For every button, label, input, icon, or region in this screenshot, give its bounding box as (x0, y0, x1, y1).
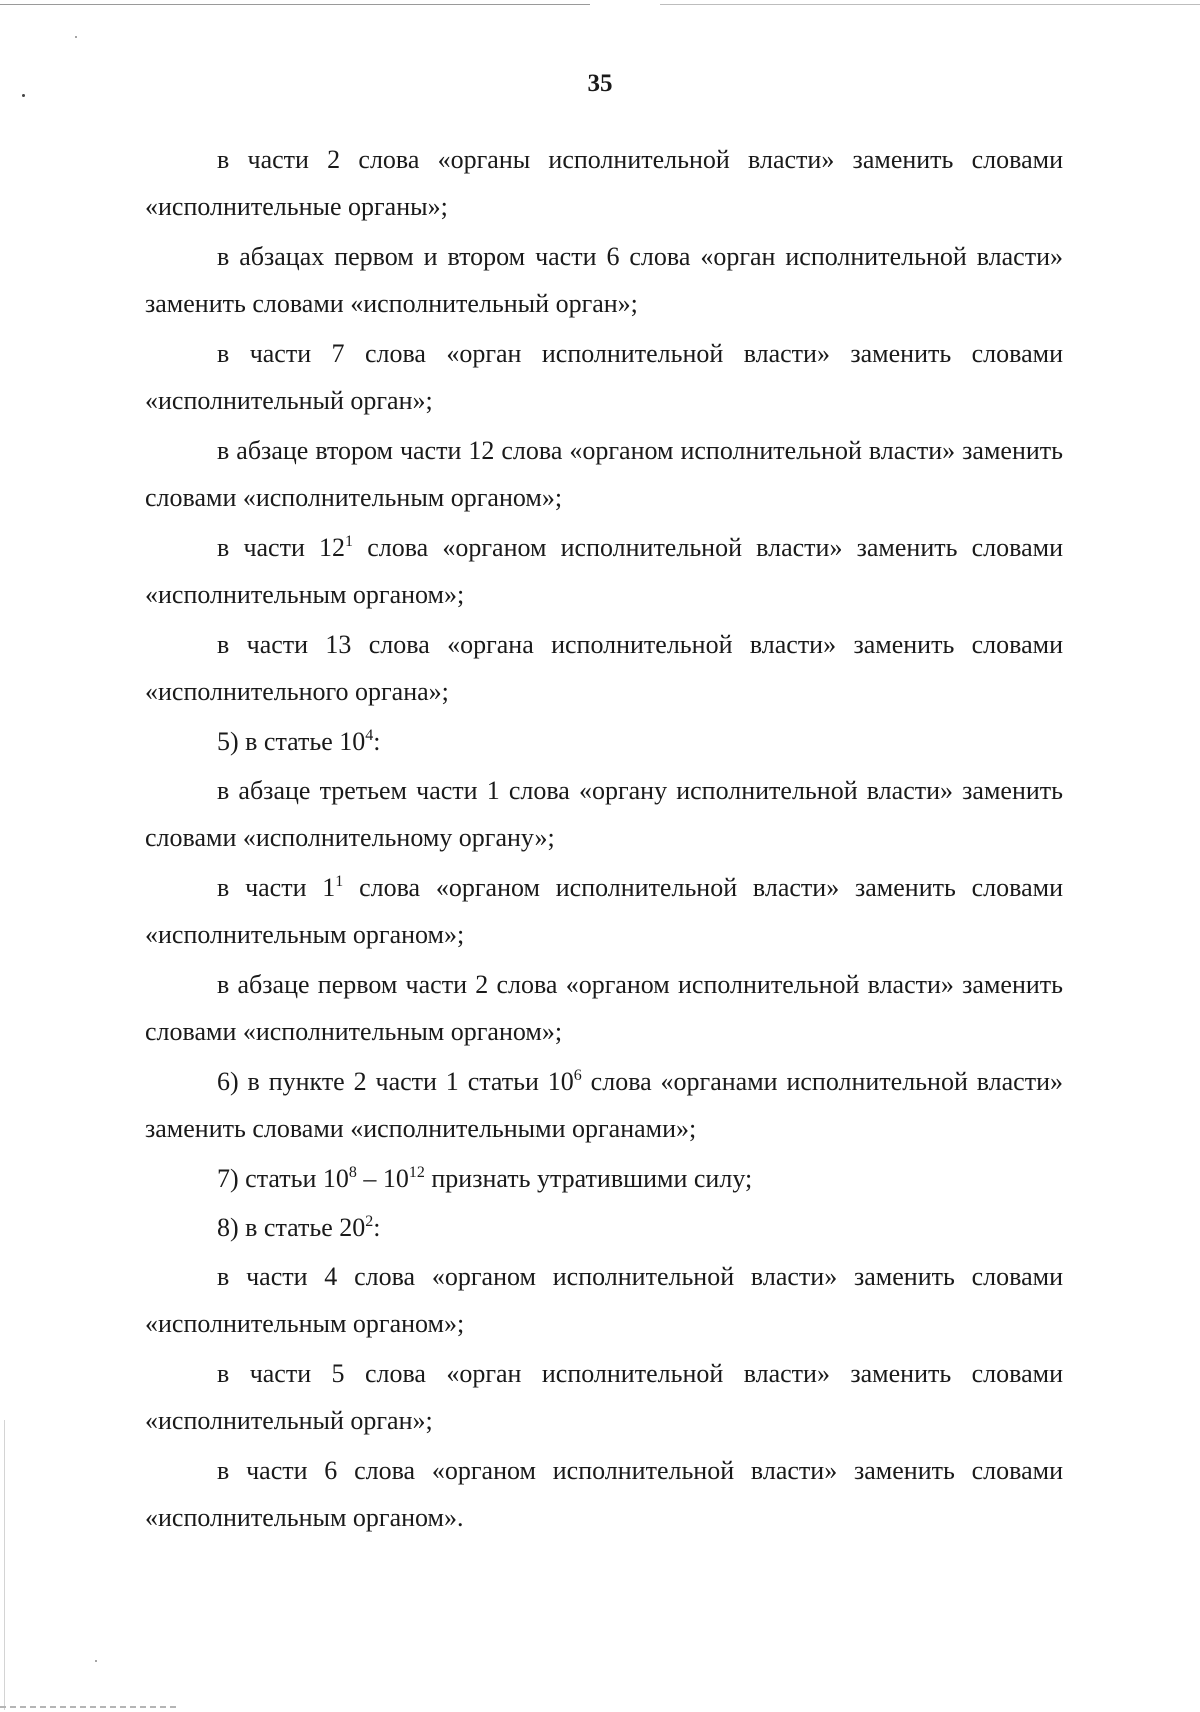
scan-artifact-dot (95, 1660, 97, 1662)
paragraph: в части $12^1$ слова «органом исполнительной власти» заменить словами «исполнительным органом»; (145, 533, 1063, 609)
scan-artifact-line (660, 4, 1200, 5)
paragraph-item-heading: 8) в статье $20^2$: (217, 1213, 381, 1242)
scan-artifact-edge (4, 1420, 5, 1710)
paragraph: в абзацах первом и втором части 6 слова «орган исполнительной власти» заменить словами «исполнительный орган»; (145, 242, 1063, 318)
page-number: 35 (587, 70, 613, 97)
scan-artifact-line (0, 4, 590, 5)
paragraph: в части 7 слова «орган исполнительной власти» заменить словами «исполнительный орган»; (145, 339, 1063, 415)
paragraph: в части 2 слова «органы исполнительной власти» заменить словами «исполнительные органы»; (145, 145, 1063, 221)
paragraph: в абзаце втором части 12 слова «органом исполнительной власти» заменить словами «исполнительным органом»; (145, 436, 1063, 512)
paragraph-item-heading: 5) в статье $10^4$: (217, 727, 381, 756)
paragraph: в абзаце третьем части 1 слова «органу исполнительной власти» заменить словами «исполнительному органу»; (145, 776, 1063, 852)
document-body (145, 136, 1063, 1544)
paragraph: в части 4 слова «органом исполнительной власти» заменить словами «исполнительным органом»; (145, 1262, 1063, 1338)
scan-artifact-bottom (0, 1706, 180, 1708)
paragraph: 6) в пункте 2 части 1 статьи $10^6$ слова «органами исполнительной власти» заменить словами «исполнительными органами»; (145, 1067, 1063, 1143)
scan-artifact-dot (75, 36, 77, 38)
paragraph: в абзаце первом части 2 слова «органом исполнительной власти» заменить словами «исполнительным органом»; (145, 970, 1063, 1046)
paragraph-item: 7) статьи $10^8 - 10^{12}$ признать утратившими силу; (217, 1164, 753, 1193)
paragraph: в части $1^1$ слова «органом исполнительной власти» заменить словами «исполнительным органом»; (145, 873, 1063, 949)
paragraph: в части 13 слова «органа исполнительной власти» заменить словами «исполнительного органа»; (145, 630, 1063, 706)
paragraph: в части 6 слова «органом исполнительной власти» заменить словами «исполнительным органом». (145, 1456, 1063, 1532)
paragraph: в части 5 слова «орган исполнительной власти» заменить словами «исполнительный орган»; (145, 1359, 1063, 1435)
